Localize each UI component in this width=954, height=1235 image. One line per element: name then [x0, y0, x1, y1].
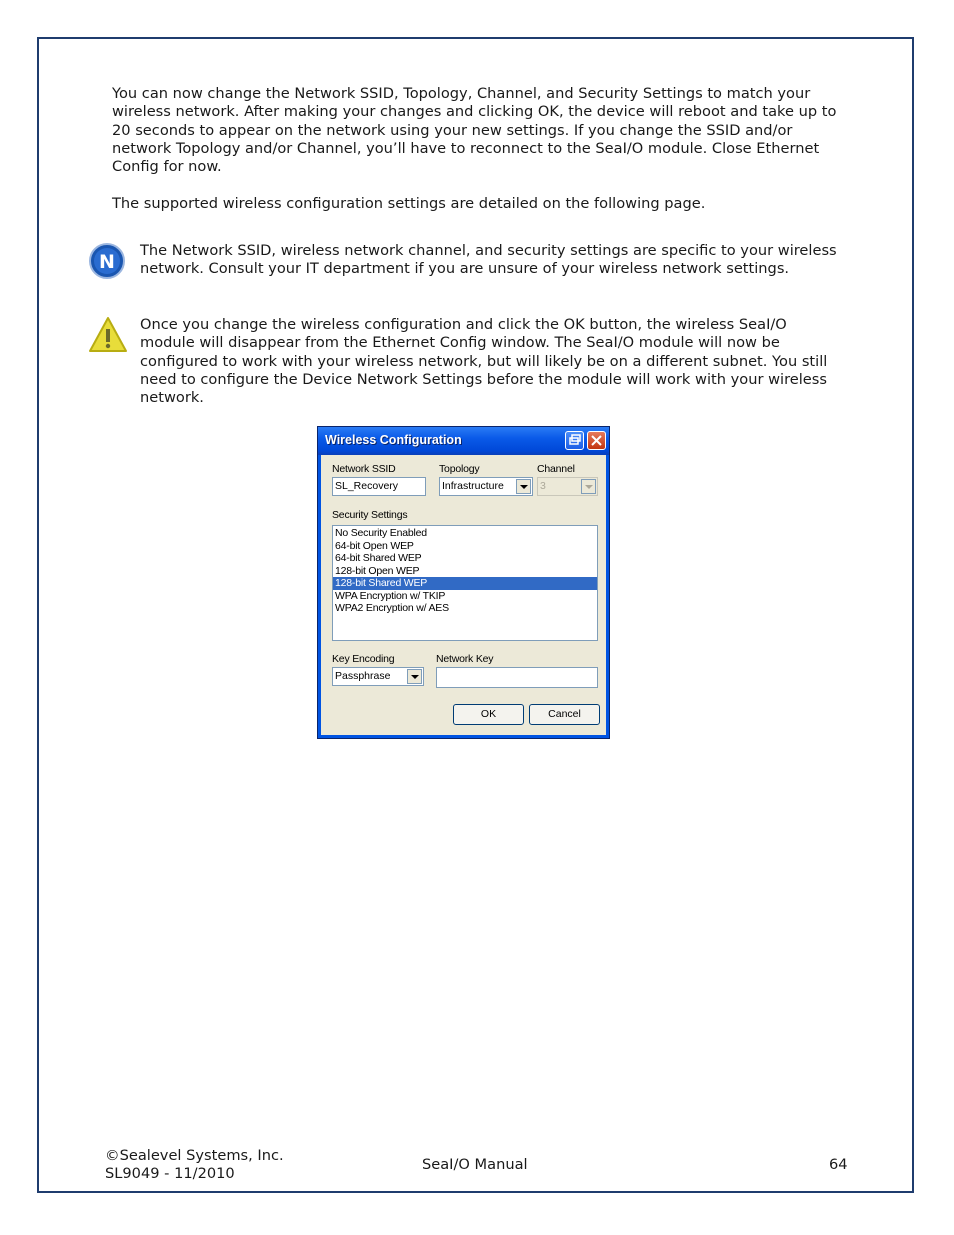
- security-option[interactable]: 64-bit Open WEP: [335, 539, 414, 552]
- channel-value: 3: [540, 480, 546, 492]
- key-encoding-select[interactable]: [332, 667, 424, 686]
- dialog-body: [321, 455, 606, 735]
- intro-paragraph: You can now change the Network SSID, Topology, Channel, and Security Settings to match your wireless network. After making your changes and clicking OK, the device will reboot and take up to 20 seconds to appear on the network using your new settings. If you change the SSID and/or network Topology and/or Channel, you’ll have to reconnect to the SeaI/O module. Close Ethernet Config for now.: [112, 85, 837, 176]
- security-option[interactable]: WPA Encryption w/ TKIP: [335, 589, 446, 602]
- close-icon[interactable]: [587, 431, 606, 450]
- topology-value: Infrastructure: [442, 480, 504, 492]
- wireless-config-dialog: [317, 426, 610, 739]
- svg-text:N: N: [99, 251, 115, 273]
- ok-button[interactable]: OK: [453, 704, 524, 725]
- security-listbox[interactable]: [332, 525, 598, 641]
- cancel-button[interactable]: Cancel: [529, 704, 600, 725]
- security-option[interactable]: WPA2 Encryption w/ AES: [335, 602, 449, 614]
- doc-number: SL9049 - 11/2010: [105, 1165, 235, 1182]
- channel-label: Channel: [537, 463, 575, 475]
- security-option[interactable]: No Security Enabled: [335, 527, 427, 539]
- topology-select[interactable]: [439, 477, 533, 496]
- chevron-down-icon[interactable]: [407, 669, 422, 684]
- chevron-down-icon: [581, 479, 596, 494]
- chevron-down-icon[interactable]: [516, 479, 531, 494]
- page-number: 64: [829, 1156, 848, 1173]
- manual-title: SeaI/O Manual: [422, 1156, 528, 1173]
- network-key-input[interactable]: [436, 667, 598, 688]
- note-text: The Network SSID, wireless network channel, and security settings are specific to your wireless network. Consult your IT department if you are unsure of your wireless network settings.: [140, 242, 837, 278]
- topology-label: Topology: [439, 463, 480, 475]
- key-encoding-value: Passphrase: [335, 670, 391, 682]
- security-option[interactable]: 64-bit Shared WEP: [335, 552, 422, 564]
- security-label: Security Settings: [332, 509, 408, 521]
- security-option[interactable]: 128-bit Open WEP: [335, 564, 420, 577]
- network-key-label: Network Key: [436, 653, 494, 665]
- ssid-input[interactable]: SL_Recovery: [332, 477, 426, 496]
- key-encoding-label: Key Encoding: [332, 653, 395, 665]
- followup-paragraph: The supported wireless configuration settings are detailed on the following page.: [112, 195, 706, 212]
- warning-text: Once you change the wireless configuration and click the OK button, the wireless SeaI/O module will disappear from the Ethernet Config window. The SeaI/O module will now be configured to work with your wireless network, but will likely be on a different subnet. You still need to configure the Device Network Settings before the module will work with your wireless network.: [140, 316, 828, 407]
- info-note-icon: [88, 242, 126, 280]
- channel-select: [537, 477, 598, 496]
- ssid-label: Network SSID: [332, 463, 396, 475]
- copyright: ©Sealevel Systems, Inc.: [105, 1147, 284, 1164]
- dialog-title-bar[interactable]: [318, 427, 609, 455]
- security-option-selected[interactable]: 128-bit Shared WEP: [333, 577, 597, 590]
- restore-icon[interactable]: [565, 431, 584, 450]
- dialog-title: Wireless Configuration: [325, 433, 462, 447]
- warning-icon: [88, 316, 126, 354]
- footer-left: [105, 1147, 284, 1183]
